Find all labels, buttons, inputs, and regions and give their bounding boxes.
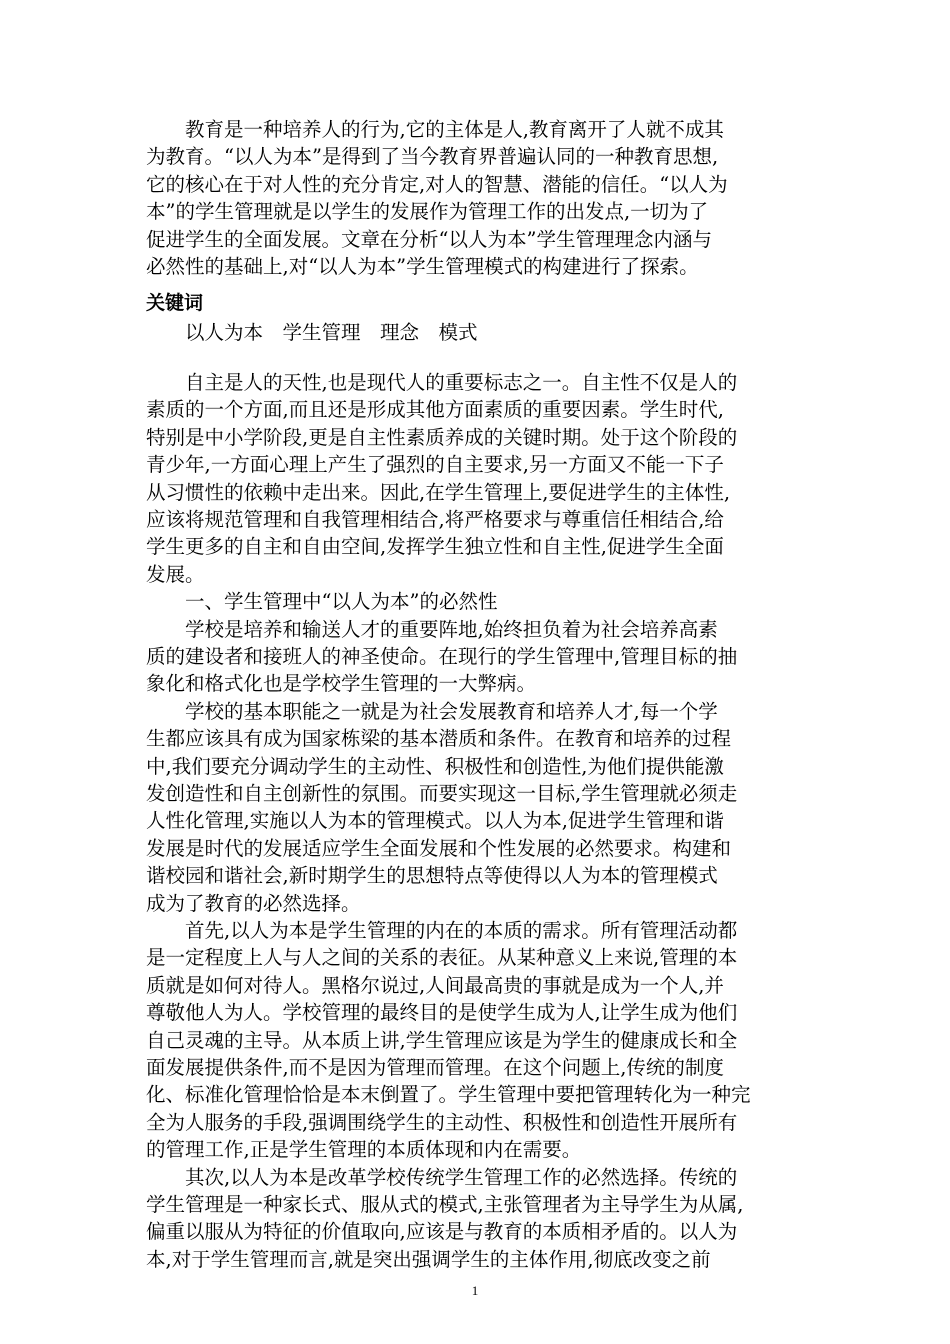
body-line: 质就是如何对待人。黑格尔说过,人间最高贵的事就是成为一个人,并 <box>146 973 724 997</box>
keywords-heading: 关键词 <box>146 292 204 314</box>
body-line: 面发展提供条件,而不是因为管理而管理。在这个问题上,传统的制度 <box>146 1056 724 1079</box>
abstract-line: 教育是一种培养人的行为,它的主体是人,教育离开了人就不成其 <box>146 118 724 141</box>
body-line: 发展是时代的发展适应学生全面发展和个性发展的必然要求。构建和 <box>146 836 732 860</box>
body-line: 应该将规范管理和自我管理相结合,将严格要求与尊重信任相结合,给 <box>146 508 724 531</box>
body-line: 发创造性和自主创新性的氛围。而要实现这一目标,学生管理就必须走 <box>146 782 738 805</box>
body-line: 其次,以人为本是改革学校传统学生管理工作的必然选择。传统的 <box>146 1165 738 1189</box>
body-line: 化、标准化管理恰恰是本末倒置了。学生管理中要把管理转化为一种完 <box>146 1083 751 1107</box>
body-line: 从习惯性的依赖中走出来。因此,在学生管理上,要促进学生的主体性, <box>146 480 731 504</box>
abstract-line: 必然性的基础上,对“以人为本”学生管理模式的构建进行了探索。 <box>146 255 699 278</box>
body-line: 人性化管理,实施以人为本的管理模式。以人为本,促进学生管理和谐 <box>146 809 724 833</box>
body-line: 学生更多的自主和自由空间,发挥学生独立性和自主性,促进学生全面 <box>146 535 724 559</box>
keywords-line: 以人为本 学生管理 理念 模式 <box>146 321 478 344</box>
body-line: 特别是中小学阶段,更是自主性素质养成的关键时期。处于这个阶段的 <box>146 425 738 449</box>
abstract-line: 它的核心在于对人性的充分肯定,对人的智慧、潜能的信任。“以人为 <box>146 172 728 196</box>
abstract-line: 促进学生的全面发展。文章在分析“以人为本”学生管理理念内涵与 <box>146 227 712 251</box>
body-line: 尊敬他人为人。学校管理的最终目的是使学生成为人,让学生成为他们 <box>146 1001 738 1025</box>
abstract-line: 为教育。“以人为本”是得到了当今教育界普遍认同的一种教育思想, <box>146 145 719 169</box>
body-line: 生都应该具有成为国家栋梁的基本潜质和条件。在教育和培养的过程 <box>146 727 732 751</box>
body-line: 全为人服务的手段,强调围绕学生的主动性、积极性和创造性开展所有 <box>146 1110 738 1134</box>
body-line: 首先,以人为本是学生管理的内在的本质的需求。所有管理活动都 <box>146 919 738 942</box>
body-line: 素质的一个方面,而且还是形成其他方面素质的重要因素。学生时代, <box>146 398 724 422</box>
body-line: 一、学生管理中“以人为本”的必然性 <box>146 590 498 614</box>
body-line: 质的建设者和接班人的神圣使命。在现行的学生管理中,管理目标的抽 <box>146 645 738 668</box>
body-line: 发展。 <box>146 562 205 586</box>
body-line: 本,对于学生管理而言,就是突出强调学生的主体作用,彻底改变之前 <box>146 1247 711 1271</box>
body-line: 的管理工作,正是学生管理的本质体现和内在需要。 <box>146 1138 582 1162</box>
body-line: 成为了教育的必然选择。 <box>146 891 361 915</box>
body-line: 自己灵魂的主导。从本质上讲,学生管理应该是为学生的健康成长和全 <box>146 1028 738 1052</box>
body-line: 学生管理是一种家长式、服从式的模式,主张管理者为主导学生为从属, <box>146 1193 744 1216</box>
body-line: 谐校园和谐社会,新时期学生的思想特点等使得以人为本的管理模式 <box>146 864 718 888</box>
body-line: 学校是培养和输送人才的重要阵地,始终担负着为社会培养高素 <box>146 617 718 641</box>
abstract-line: 本”的学生管理就是以学生的发展作为管理工作的出发点,一切为了 <box>146 200 709 224</box>
body-line: 中,我们要充分调动学生的主动性、积极性和创造性,为他们提供能激 <box>146 754 724 778</box>
body-line: 象化和格式化也是学校学生管理的一大弊病。 <box>146 672 537 696</box>
body-line: 自主是人的天性,也是现代人的重要标志之一。自主性不仅是人的 <box>146 371 738 394</box>
body-line: 是一定程度上人与人之间的关系的表征。从某种意义上来说,管理的本 <box>146 946 738 970</box>
page-number: 1 <box>471 1283 479 1298</box>
body-line: 偏重以服从为特征的价值取向,应该是与教育的本质相矛盾的。以人为 <box>146 1220 738 1244</box>
body-line: 青少年,一方面心理上产生了强烈的自主要求,另一方面又不能一下子 <box>146 453 724 477</box>
body-line: 学校的基本职能之一就是为社会发展教育和培养人才,每一个学 <box>146 699 718 723</box>
